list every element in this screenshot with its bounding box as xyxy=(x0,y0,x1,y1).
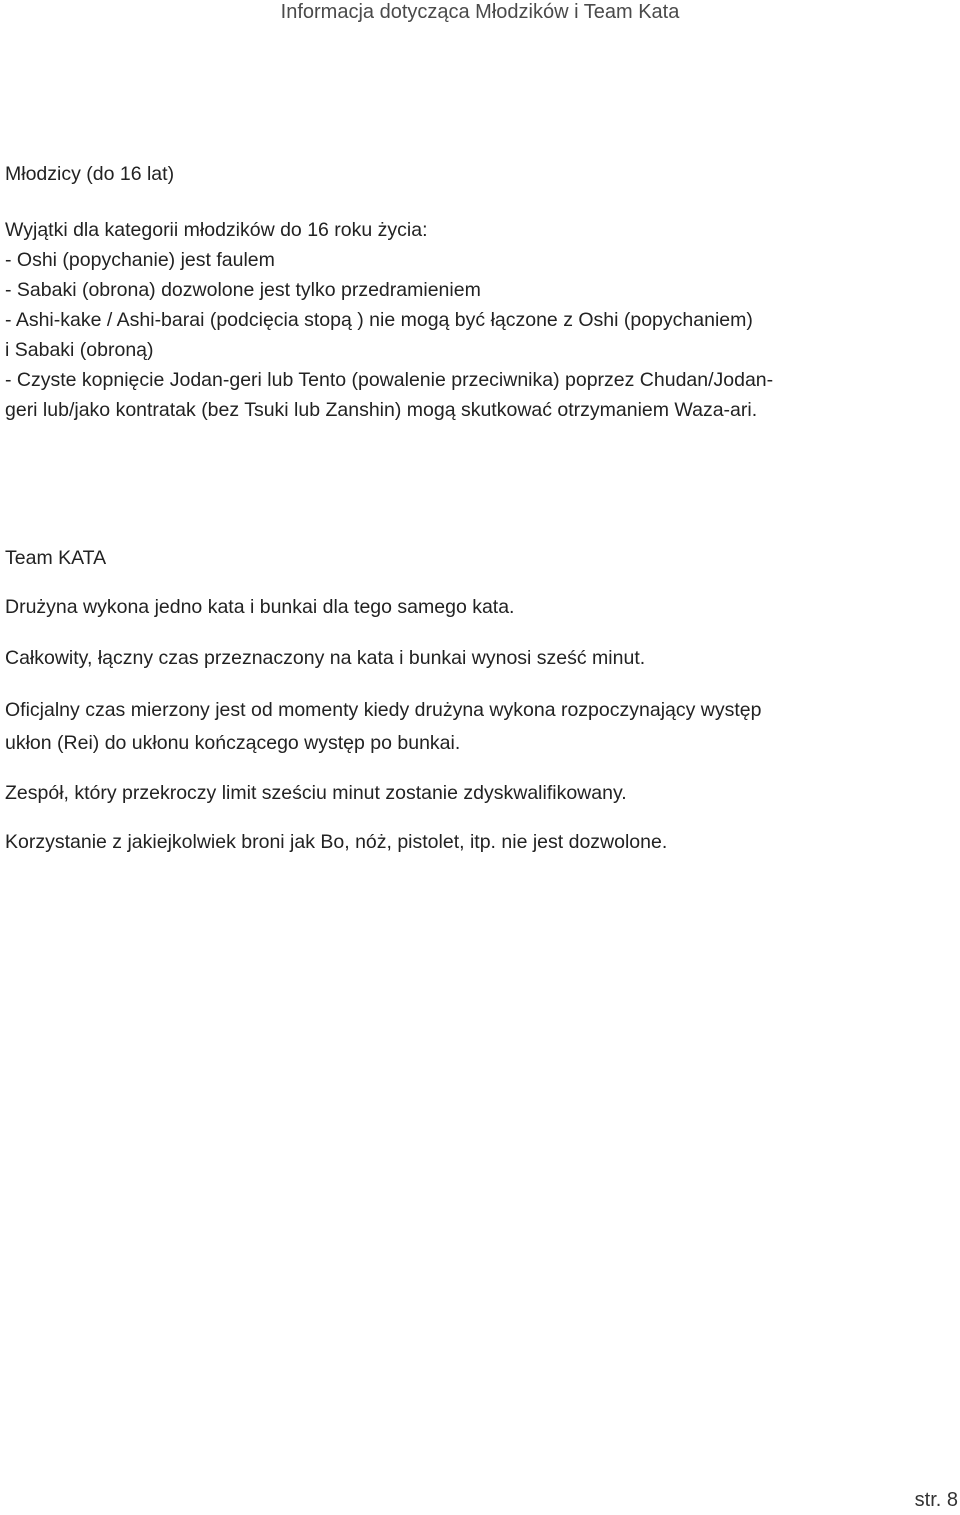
page-number: str. 8 xyxy=(914,1489,958,1511)
exceptions-list xyxy=(5,215,940,425)
exception-line: - Czyste kopnięcie Jodan-geri lub Tento (powalenie przeciwnika) poprzez Chudan/Jodan- xyxy=(5,369,774,391)
page-header-title: Informacja dotycząca Młodzików i Team Kata xyxy=(280,1,680,23)
exception-line: - Oshi (popychanie) jest faulem xyxy=(5,249,275,271)
team-kata-paragraph: Korzystanie z jakiejkolwiek broni jak Bo, nóż, pistolet, itp. nie jest dozwolone. xyxy=(5,831,668,853)
exception-line: geri lub/jako kontratak (bez Tsuki lub Zanshin) mogą skutkować otrzymaniem Waza-ari. xyxy=(5,399,758,421)
team-kata-paragraph xyxy=(5,694,940,760)
team-kata-paragraph: Drużyna wykona jedno kata i bunkai dla tego samego kata. xyxy=(5,596,515,618)
exceptions-intro: Wyjątki dla kategorii młodzików do 16 roku życia: xyxy=(5,219,428,241)
paragraph-line: Oficjalny czas mierzony jest od momenty kiedy drużyna wykona rozpoczynający występ xyxy=(5,699,762,721)
team-kata-paragraph: Zespół, który przekroczy limit sześciu minut zostanie zdyskwalifikowany. xyxy=(5,782,627,804)
paragraph-line: ukłon (Rei) do ukłonu kończącego występ po bunkai. xyxy=(5,732,461,754)
exception-line: i Sabaki (obroną) xyxy=(5,339,154,361)
exception-line: - Sabaki (obrona) dozwolone jest tylko przedramieniem xyxy=(5,279,481,301)
team-kata-paragraph: Całkowity, łączny czas przeznaczony na kata i bunkai wynosi sześć minut. xyxy=(5,647,646,669)
exception-line: - Ashi-kake / Ashi-barai (podcięcia stopą ) nie mogą być łączone z Oshi (popychaniem) xyxy=(5,309,753,331)
section-heading-mlodzicy: Młodzicy (do 16 lat) xyxy=(5,163,175,185)
section-heading-team-kata: Team KATA xyxy=(5,547,107,569)
